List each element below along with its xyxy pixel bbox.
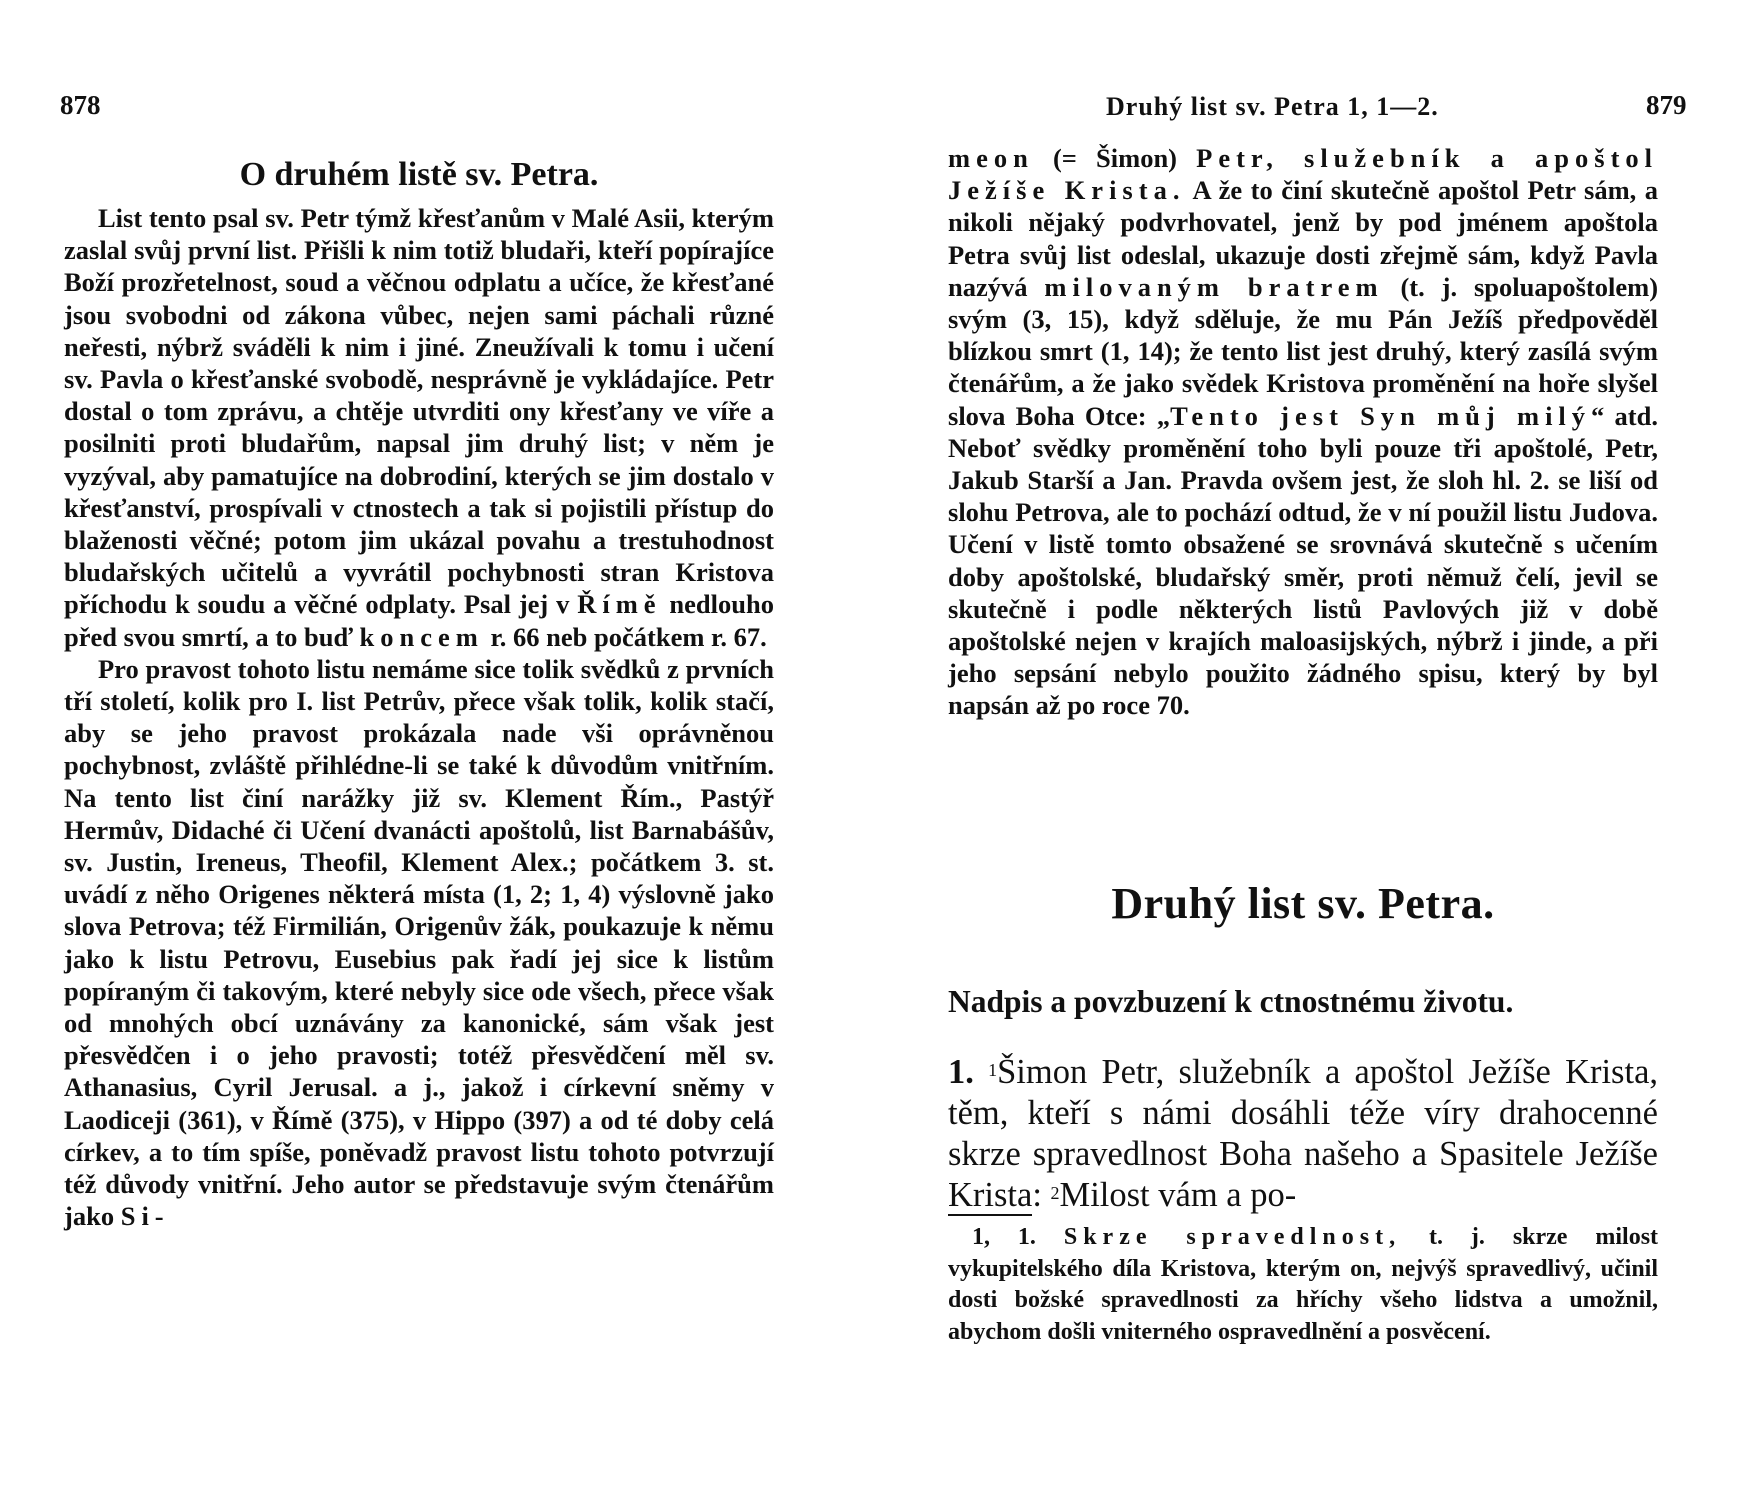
verse-number: 1 — [988, 1060, 998, 1080]
intro-paragraph-2-continued: meon (= Šimon) Petr, služebník a apoštol Ježíše Krista. A že to činí skutečně apoštol Petr sám, a nikoli nějaký podvrhovatel, jenž by pod jménem apoštola Petra svůj list odeslal, ukazuje dosti zřejmě sám, když Pavla nazývá milovaným bratrem (t. j. spoluapoštolem) svým (3, 15), když sděluje, že mu Pán Ježíš předpověděl blízkou smrt (1, 14); že tento list jest druhý, který zasílá svým čtenářům, a že jako svědek Kristova proměnění na hoře slyšel slova Boha Otce: „Tento jest Syn můj milý“ atd. Neboť svědky proměnění toho byli pouze tři apoštolé, Petr, Jakub Starší a Jan. Pravda ovšem jest, že sloh hl. 2. se liší od slohu Petrova, ale to pochází odtud, že v ní použil listu Judova. Učení v listě tomto obsažené se srovnává skutečně s učením doby apoštolské, bludařský směr, proti němuž čelí, jevil se skutečně i podle některých listů Pavlových již v době apoštolské nejen v krajích maloasijských, nýbrž i jinde, a při jeho sepsání nebylo použito žádného spisu, který by byl napsán až po roce 70. — [948, 143, 1659, 721]
verse-2: Milost vám a po- — [1059, 1176, 1297, 1214]
footnote-term: Skrze spravedlnost, — [1063, 1224, 1402, 1250]
page-number: 879 — [1646, 90, 1687, 120]
right-page — [876, 0, 1752, 1500]
intro-text — [64, 202, 774, 1233]
verse-1: Šimon Petr, služebník a apoštol Ježíše Krista, těm, kteří s námi dosáhli téže víry drahocenné skrze spravedlnost Boha našeho a Spasitele Ježíše Krista: — [948, 1053, 1659, 1214]
running-head: Druhý list sv. Petra 1, 1—2. — [1106, 92, 1439, 121]
book-title: Druhý list sv. Petra. — [1111, 879, 1495, 928]
footnote-text: t. j. skrze milost vykupitelského díla Kristova, kterým on, nejvýš spravedlivý, učinil dosti božské spravedlnosti za hříchy všeho lidstva a umožnil, abychom došli vniterného ospravedlnění a posvěcení. — [948, 1224, 1659, 1345]
section-heading: Nadpis a povzbuzení k ctnostnému životu. — [948, 984, 1514, 1019]
verse-text — [948, 1052, 1658, 1216]
footnote — [948, 1222, 1658, 1348]
page-number: 878 — [60, 90, 101, 120]
intro-paragraph-1: List tento psal sv. Petr týmž křesťanům v Malé Asii, kterým zaslal svůj první list. Přišli k nim totiž bludaři, kteří popírajíce Boží prozřetelnost, soud a věčnou odplatu a učíce, že křesťané jsou svobodni od zákona vůbec, nejen sami páchali různé neřesti, nýbrž sváděli k nim i jiné. Zneužívali k tomu i učení sv. Pavla o křesťanské svobodě, nesprávně je vykládajíce. Petr dostal o tom zprávu, a chtěje utvrditi ony křesťany ve víře a posilniti proti bludařům, napsal jim druhý list; v něm je vyzýval, aby pamatujíce na dobrodiní, kterých se jim dostalo v křesťanství, prospívali v ctnostech a tak si pojistili přístup do blaženosti věčné; potom jim ukázal povahu a trestuhodnost bludařských učitelů a vyvrátil pochybnosti stran Kristova příchodu k soudu a věčné odplaty. Psal jej v Římě nedlouho před svou smrtí, a to buď koncem r. 66 neb počátkem r. 67. — [64, 203, 774, 652]
intro-paragraph-2: Pro pravost tohoto listu nemáme sice tolik svědků z prvních tří století, kolik pro I. list Petrův, přece však tolik, kolik stačí, aby se jeho pravost prokázala nade vši oprávněnou pochybnost, zvláště přihlédne-li se také k důvodům vnitřním. Na tento list činí narážky již sv. Klement Řím., Pastýř Hermův, Didaché či Učení dvanácti apoštolů, list Barnabášův, sv. Justin, Ireneus, Theofil, Klement Alex.; počátkem 3. st. uvádí z něho Origenes některá místa (1, 2; 1, 4) výslovně jako slova Petrova; též Firmilián, Origenův žák, poukazuje k němu jako k listu Petrovu, Eusebius pak řadí jej sice k listům popíraným či takovým, které nebyly sice ode všech, přece však od mnohých obcí uznávány za kanonické, sám však jest přesvědčen i o jeho pravosti; totéž přesvědčení měl sv. Athanasius, Cyril Jerusal. a j., jakož i církevní sněmy v Laodiceji (361), v Římě (375), v Hippo (397) a od té doby celá církev, a to tím spíše, poněvadž pravost listu tohoto potvrzují též důvody vnitřní. Jeho autor se představuje svým čtenářům jako Si- — [64, 653, 774, 1232]
chapter-number: 1. — [948, 1053, 974, 1091]
verse-number: 2 — [1050, 1183, 1060, 1203]
footnote-ref: 1, 1. — [972, 1224, 1036, 1250]
footnote-divider — [948, 1214, 1032, 1216]
intro-continuation — [948, 142, 1658, 722]
intro-title: O druhém listě sv. Petra. — [239, 156, 599, 193]
